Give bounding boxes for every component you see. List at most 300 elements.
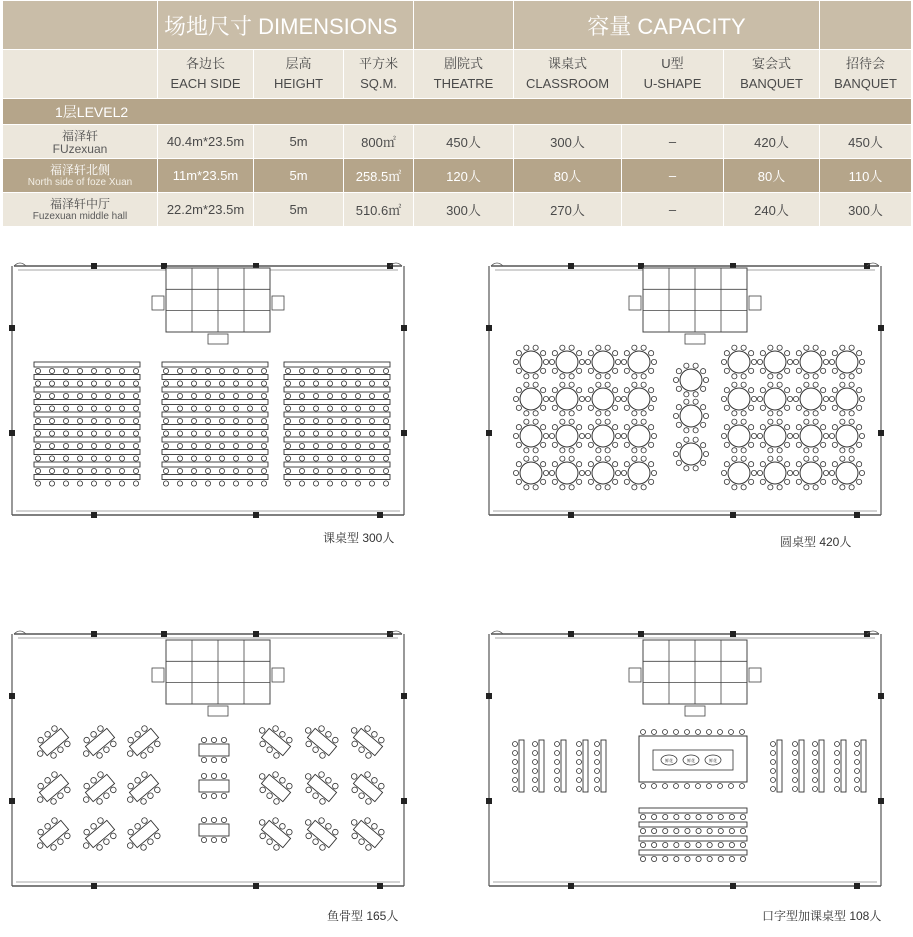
chair	[771, 769, 776, 774]
chair	[533, 769, 538, 774]
chair	[163, 468, 168, 473]
chair	[383, 418, 388, 423]
chair	[641, 456, 646, 461]
chair	[77, 468, 82, 473]
pillar	[854, 512, 860, 518]
column-header-row	[3, 50, 912, 99]
chair	[793, 787, 798, 792]
chair	[513, 433, 518, 438]
chair	[77, 456, 82, 461]
chair	[533, 456, 538, 461]
chair	[327, 456, 332, 461]
chair	[219, 418, 224, 423]
chair	[541, 368, 546, 373]
chair	[701, 443, 706, 448]
chair	[133, 418, 138, 423]
chair	[211, 837, 216, 842]
chair	[613, 425, 618, 430]
chair	[163, 393, 168, 398]
chair	[649, 388, 654, 393]
chair	[327, 481, 332, 486]
chair	[605, 485, 610, 490]
chair	[541, 388, 546, 393]
room-name: 福泽轩 FUzexuan	[3, 125, 158, 159]
chair	[821, 462, 826, 467]
chair	[552, 368, 557, 373]
chair	[299, 431, 304, 436]
chair	[595, 751, 600, 756]
chair	[285, 393, 290, 398]
cell-sqm: 258.5㎡	[344, 159, 414, 193]
chair	[221, 737, 226, 742]
chair	[663, 784, 668, 789]
chair	[605, 456, 610, 461]
chair	[674, 784, 679, 789]
chair	[641, 784, 646, 789]
chair	[35, 368, 40, 373]
chair	[383, 481, 388, 486]
chair	[768, 382, 773, 387]
chair	[652, 784, 657, 789]
banquet-table	[199, 824, 229, 836]
chair	[91, 381, 96, 386]
chair	[771, 760, 776, 765]
chair	[804, 448, 809, 453]
chair	[696, 814, 701, 819]
classroom-table	[34, 425, 140, 430]
chair	[355, 381, 360, 386]
chair	[685, 856, 690, 861]
chair	[49, 456, 54, 461]
chair	[133, 393, 138, 398]
chair	[732, 456, 737, 461]
chair	[787, 396, 792, 401]
chair	[840, 382, 845, 387]
chair	[355, 431, 360, 436]
chair	[313, 393, 318, 398]
chair	[541, 405, 546, 410]
chair	[707, 814, 712, 819]
chair	[796, 479, 801, 484]
chair	[577, 442, 582, 447]
round-table	[556, 351, 578, 373]
chair	[133, 481, 138, 486]
chair	[652, 842, 657, 847]
chair	[693, 437, 698, 442]
chair	[829, 359, 834, 364]
chair	[163, 481, 168, 486]
chair	[63, 481, 68, 486]
fishbone-table	[298, 811, 341, 853]
classroom-table	[162, 462, 268, 467]
round-table	[800, 351, 822, 373]
chair	[219, 443, 224, 448]
round-table	[628, 351, 650, 373]
fishbone-table	[30, 723, 73, 765]
chair	[177, 468, 182, 473]
chair	[369, 468, 374, 473]
chair	[285, 418, 290, 423]
chair	[555, 751, 560, 756]
chair	[849, 485, 854, 490]
chair	[63, 468, 68, 473]
chair	[221, 817, 226, 822]
chair	[191, 418, 196, 423]
chair	[299, 393, 304, 398]
chair	[341, 418, 346, 423]
fishbone-table	[76, 769, 119, 811]
chair	[355, 468, 360, 473]
pillar	[878, 693, 884, 699]
table-row	[3, 193, 912, 227]
chair	[355, 406, 360, 411]
chair	[849, 411, 854, 416]
chair	[327, 431, 332, 436]
chair	[724, 462, 729, 467]
chair	[696, 730, 701, 735]
chair	[191, 393, 196, 398]
chair	[684, 392, 689, 397]
chair	[832, 388, 837, 393]
chair	[787, 470, 792, 475]
stage-step	[272, 668, 284, 682]
chair	[49, 443, 54, 448]
chair	[632, 419, 637, 424]
chair	[205, 431, 210, 436]
pillar	[401, 798, 407, 804]
chair	[835, 760, 840, 765]
chair	[813, 374, 818, 379]
chair	[63, 456, 68, 461]
chair	[299, 368, 304, 373]
fishbone-table	[76, 815, 119, 857]
chair	[855, 778, 860, 783]
chair	[785, 388, 790, 393]
chair	[796, 405, 801, 410]
chair	[524, 382, 529, 387]
chair	[133, 468, 138, 473]
chair	[247, 381, 252, 386]
chair	[369, 418, 374, 423]
round-table	[836, 462, 858, 484]
chair	[835, 778, 840, 783]
chair	[777, 448, 782, 453]
chair	[685, 828, 690, 833]
chair	[313, 456, 318, 461]
chair	[649, 462, 654, 467]
table-top	[129, 774, 158, 801]
chair	[840, 345, 845, 350]
chair	[768, 485, 773, 490]
chair	[605, 419, 610, 424]
chair	[35, 443, 40, 448]
chair	[119, 456, 124, 461]
chair	[163, 443, 168, 448]
cell-reception: 110人	[820, 159, 912, 193]
chair	[785, 405, 790, 410]
chair	[533, 345, 538, 350]
chair	[813, 411, 818, 416]
classroom-table	[284, 362, 390, 367]
chair	[261, 443, 266, 448]
chair	[555, 760, 560, 765]
chair	[771, 751, 776, 756]
chair	[177, 431, 182, 436]
chair	[613, 388, 618, 393]
chair	[585, 396, 590, 401]
chair	[793, 359, 798, 364]
chair	[105, 481, 110, 486]
chair	[849, 382, 854, 387]
chair	[299, 443, 304, 448]
chair	[832, 442, 837, 447]
pillar	[91, 263, 97, 269]
chair	[821, 479, 826, 484]
chair	[729, 784, 734, 789]
chair	[513, 778, 518, 783]
chair	[613, 479, 618, 484]
chair	[685, 730, 690, 735]
chair	[516, 368, 521, 373]
chair	[721, 396, 726, 401]
classroom-table	[34, 475, 140, 480]
chair	[552, 479, 557, 484]
chair	[596, 411, 601, 416]
chair	[724, 405, 729, 410]
chair	[513, 470, 518, 475]
chair	[613, 462, 618, 467]
pillar	[253, 883, 259, 889]
chair	[793, 760, 798, 765]
chair	[555, 778, 560, 783]
chair	[247, 443, 252, 448]
chair	[613, 442, 618, 447]
chair	[793, 396, 798, 401]
table-top	[353, 774, 382, 801]
chair	[760, 368, 765, 373]
table-top	[261, 774, 290, 801]
chair	[649, 351, 654, 356]
stage-stairs	[685, 706, 705, 716]
chair	[732, 345, 737, 350]
pillar	[486, 430, 492, 436]
cell-banquet: 80人	[724, 159, 820, 193]
classroom-table	[162, 437, 268, 442]
chair	[533, 778, 538, 783]
chair	[835, 769, 840, 774]
cell-classroom: 300人	[514, 125, 622, 159]
chair	[285, 368, 290, 373]
chair	[760, 462, 765, 467]
round-table	[520, 388, 542, 410]
chair	[676, 460, 681, 465]
chair	[663, 814, 668, 819]
chair	[855, 742, 860, 747]
chair	[91, 468, 96, 473]
chair	[624, 425, 629, 430]
round-table	[728, 462, 750, 484]
chair	[857, 388, 862, 393]
hollow-caption: 口字型加课桌型 108人	[762, 909, 882, 923]
classroom-table	[34, 462, 140, 467]
chair	[821, 425, 826, 430]
chair	[560, 382, 565, 387]
classroom-table	[162, 450, 268, 455]
flower-label: 鲜花	[709, 758, 717, 763]
chair	[673, 413, 678, 418]
classroom-table	[799, 740, 804, 792]
chair	[849, 448, 854, 453]
table-top	[129, 820, 158, 847]
chair	[724, 425, 729, 430]
chair	[857, 479, 862, 484]
classroom-table	[284, 425, 390, 430]
table-top	[353, 728, 382, 755]
chair	[595, 769, 600, 774]
chair	[219, 368, 224, 373]
chair	[177, 456, 182, 461]
classroom-table	[162, 375, 268, 380]
chair	[233, 368, 238, 373]
chair	[740, 828, 745, 833]
chair	[369, 456, 374, 461]
chair	[201, 773, 206, 778]
chair	[804, 345, 809, 350]
chair	[693, 363, 698, 368]
chair	[219, 381, 224, 386]
chair	[560, 411, 565, 416]
chair	[793, 769, 798, 774]
chair	[652, 730, 657, 735]
chair	[823, 396, 828, 401]
chair	[641, 419, 646, 424]
chair	[813, 787, 818, 792]
round-table	[592, 351, 614, 373]
fishbone-table	[30, 769, 73, 811]
classroom-table	[162, 425, 268, 430]
chair	[533, 760, 538, 765]
cell-sqm: 510.6㎡	[344, 193, 414, 227]
chair	[91, 368, 96, 373]
table-top	[307, 774, 336, 801]
pillar	[638, 631, 644, 637]
chair	[649, 425, 654, 430]
chair	[205, 418, 210, 423]
chair	[35, 393, 40, 398]
chair	[859, 470, 864, 475]
chair	[676, 386, 681, 391]
pillar	[854, 883, 860, 889]
chair	[579, 433, 584, 438]
classroom-table	[34, 400, 140, 405]
chair	[341, 443, 346, 448]
chair	[741, 345, 746, 350]
chair	[596, 382, 601, 387]
chair	[729, 814, 734, 819]
chair	[624, 462, 629, 467]
classroom-table	[639, 808, 747, 813]
chair	[383, 381, 388, 386]
chair	[205, 368, 210, 373]
chair	[191, 381, 196, 386]
chair	[718, 842, 723, 847]
fishbone-table	[298, 765, 341, 807]
chair	[855, 787, 860, 792]
pillar	[568, 512, 574, 518]
chair	[749, 479, 754, 484]
chair	[285, 456, 290, 461]
chair	[676, 369, 681, 374]
stage-step	[272, 296, 284, 310]
classroom-table	[519, 740, 524, 792]
pillar	[486, 325, 492, 331]
chair	[703, 413, 708, 418]
chair	[796, 368, 801, 373]
classroom-caption: 课桌型 300人	[323, 531, 395, 545]
classroom-table	[34, 375, 140, 380]
round-table	[628, 425, 650, 447]
pillar	[730, 512, 736, 518]
chair	[640, 814, 645, 819]
chair	[757, 359, 762, 364]
chair	[624, 479, 629, 484]
chair	[785, 462, 790, 467]
chair	[693, 428, 698, 433]
chair	[35, 481, 40, 486]
classroom-table	[561, 740, 566, 792]
chair	[777, 382, 782, 387]
chair	[785, 351, 790, 356]
chair	[652, 856, 657, 861]
chair	[355, 456, 360, 461]
chair	[640, 842, 645, 847]
chair	[829, 396, 834, 401]
chair	[676, 443, 681, 448]
chair	[701, 369, 706, 374]
chair	[533, 382, 538, 387]
chair	[533, 742, 538, 747]
chair	[632, 485, 637, 490]
chair	[813, 751, 818, 756]
chair	[541, 462, 546, 467]
chair	[119, 381, 124, 386]
chair	[91, 418, 96, 423]
round-table	[764, 351, 786, 373]
round-table	[556, 388, 578, 410]
chair	[560, 456, 565, 461]
chair	[205, 456, 210, 461]
cell-side: 40.4m*23.5m	[158, 125, 254, 159]
room-name: 福泽轩北侧 North side of foze Xuan	[3, 159, 158, 193]
chair	[233, 468, 238, 473]
chair	[549, 396, 554, 401]
chair	[205, 443, 210, 448]
classroom-table	[162, 475, 268, 480]
chair	[516, 462, 521, 467]
chair	[524, 419, 529, 424]
chair	[549, 470, 554, 475]
chair	[641, 730, 646, 735]
cell-height: 5m	[254, 159, 344, 193]
chair	[857, 442, 862, 447]
chair	[821, 442, 826, 447]
chair	[696, 856, 701, 861]
chair	[829, 433, 834, 438]
chair	[605, 411, 610, 416]
pillar	[486, 693, 492, 699]
chair	[596, 485, 601, 490]
chair	[832, 479, 837, 484]
